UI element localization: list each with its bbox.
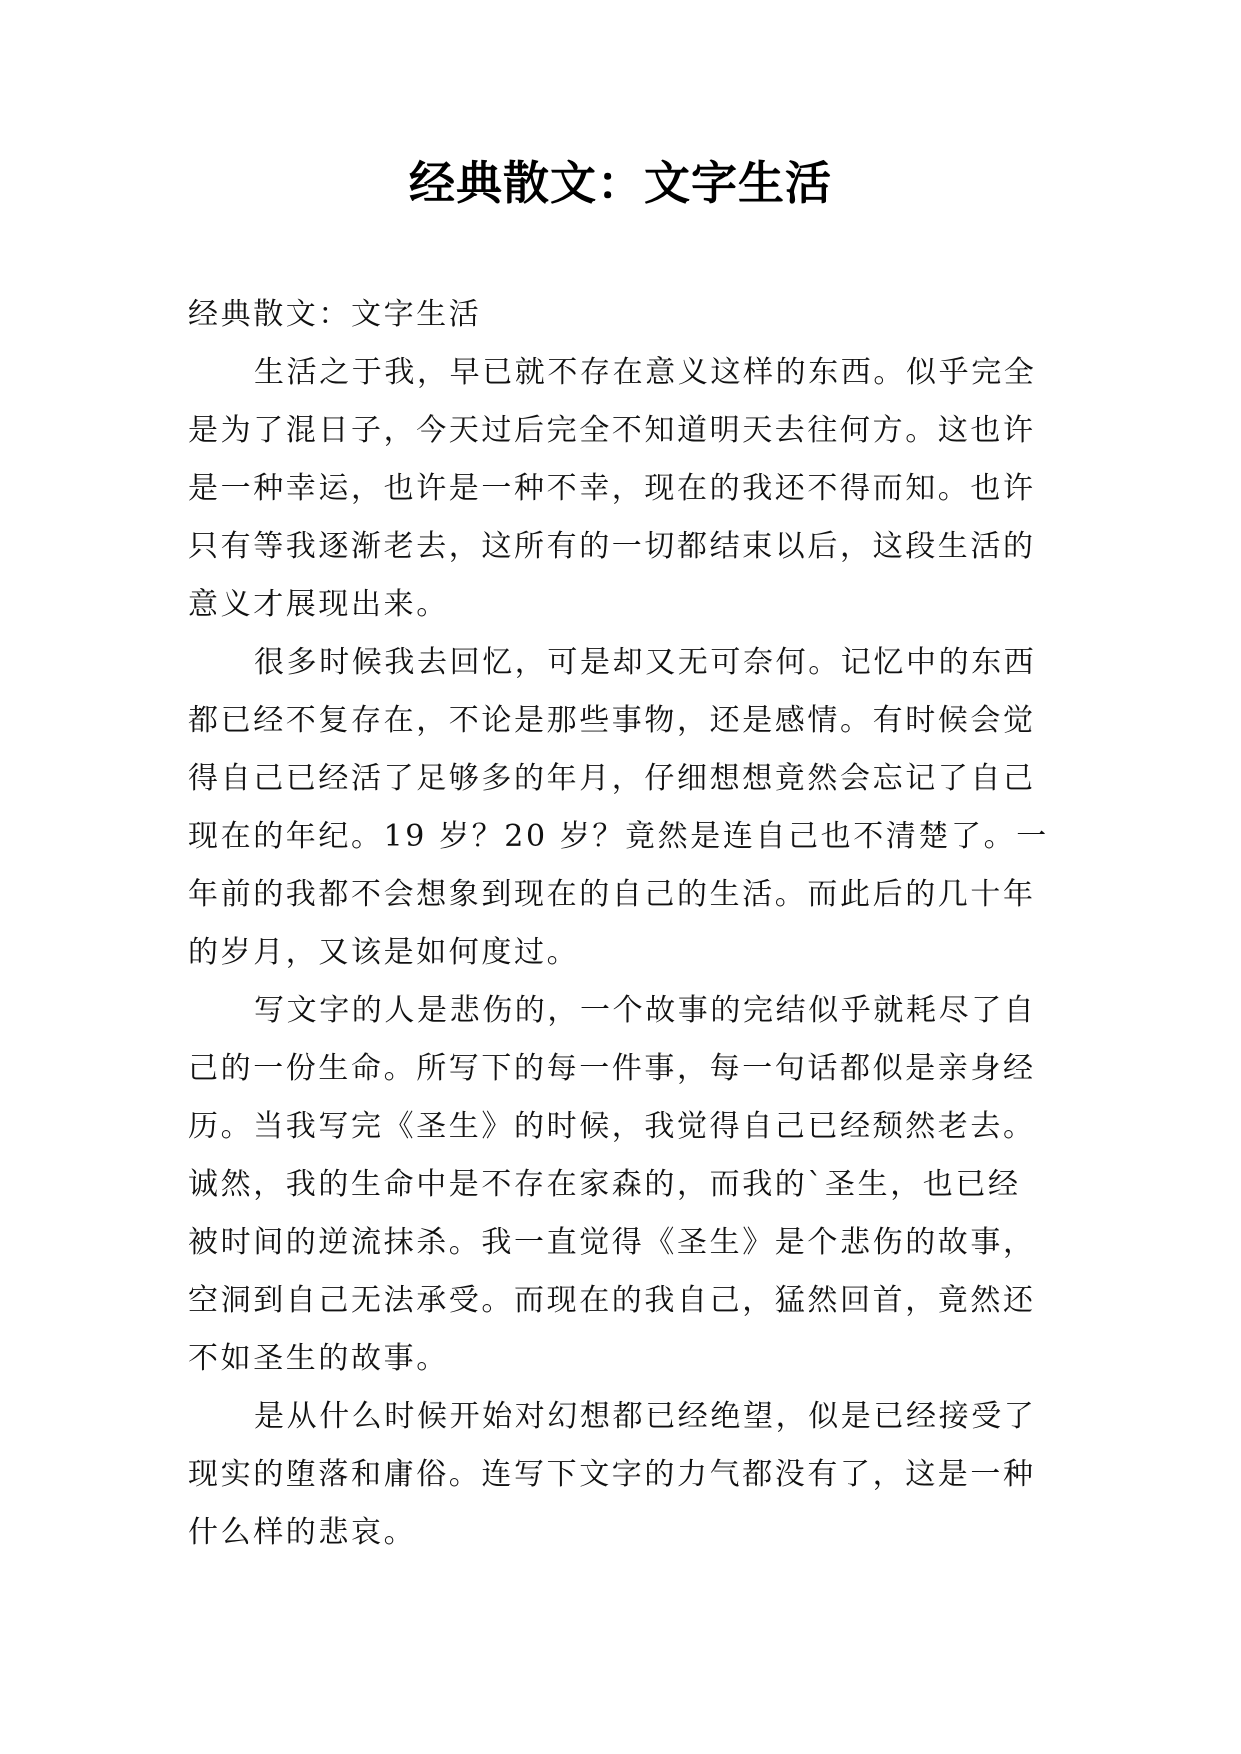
paragraph-2-line-4: 现在的年纪。19 岁？20 岁？竟然是连自己也不清楚了。一	[188, 819, 1049, 854]
paragraph-3-line-5: 被时间的逆流抹杀。我一直觉得《圣生》是个悲伤的故事，	[188, 1225, 1036, 1260]
paragraph-3-line-7: 不如圣生的故事。	[188, 1341, 449, 1376]
paragraph-2-line-3: 得自己已经活了足够多的年月，仔细想想竟然会忘记了自己	[188, 761, 1036, 796]
paragraph-1-line-5: 意义才展现出来。	[188, 587, 449, 622]
paragraph-2-line-2: 都已经不复存在，不论是那些事物，还是感情。有时候会觉	[188, 703, 1036, 738]
paragraph-3-line-3: 历。当我写完《圣生》的时候，我觉得自己已经颓然老去。	[188, 1109, 1036, 1144]
paragraph-4-line-1: 是从什么时候开始对幻想都已经绝望，似是已经接受了	[254, 1399, 1037, 1434]
paragraph-1-line-3: 是一种幸运，也许是一种不幸，现在的我还不得而知。也许	[188, 471, 1036, 506]
paragraph-1-line-4: 只有等我逐渐老去，这所有的一切都结束以后，这段生活的	[188, 529, 1036, 564]
paragraph-2-line-1: 很多时候我去回忆，可是却又无可奈何。记忆中的东西	[254, 645, 1037, 680]
paragraph-1-line-1: 生活之于我，早已就不存在意义这样的东西。似乎完全	[254, 355, 1037, 390]
paragraph-2-line-6: 的岁月，又该是如何度过。	[188, 935, 580, 970]
paragraph-2-line-5: 年前的我都不会想象到现在的自己的生活。而此后的几十年	[188, 877, 1036, 912]
paragraph-3-line-6: 空洞到自己无法承受。而现在的我自己，猛然回首，竟然还	[188, 1283, 1036, 1318]
paragraph-3-line-2: 己的一份生命。所写下的每一件事，每一句话都似是亲身经	[188, 1051, 1036, 1086]
document-title: 经典散文：文字生活	[409, 156, 832, 210]
subtitle-line: 经典散文：文字生活	[188, 297, 482, 332]
paragraph-3-line-1: 写文字的人是悲伤的，一个故事的完结似乎就耗尽了自	[254, 993, 1037, 1028]
paragraph-4-line-3: 什么样的悲哀。	[188, 1515, 417, 1550]
paragraph-1-line-2: 是为了混日子，今天过后完全不知道明天去往何方。这也许	[188, 413, 1036, 448]
document-body	[188, 286, 1054, 1562]
paragraph-3-line-4: 诚然，我的生命中是不存在家森的，而我的`圣生，也已经	[188, 1167, 1021, 1202]
paragraph-4-line-2: 现实的堕落和庸俗。连写下文字的力气都没有了，这是一种	[188, 1457, 1036, 1492]
